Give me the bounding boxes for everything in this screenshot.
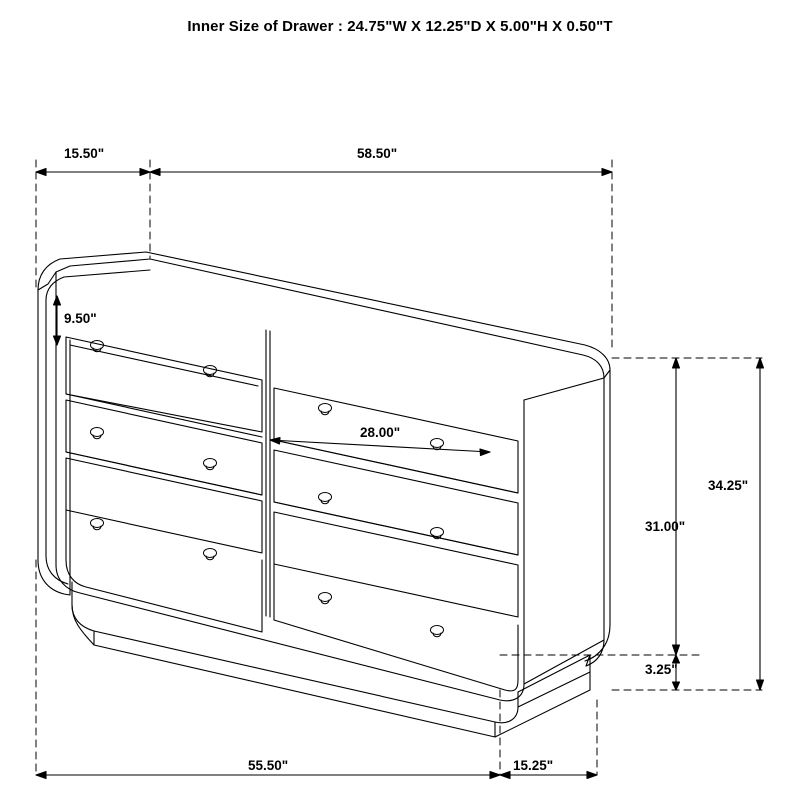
page-title: Inner Size of Drawer : 24.75"W X 12.25"D X 5.00"H X 0.50"T (187, 18, 613, 35)
dim-label-front-width-top: 58.50" (357, 146, 398, 161)
dim-label-base-height: 3.25" (645, 662, 678, 677)
dim-label-overall-height: 34.25" (708, 478, 749, 493)
dim-label-case-height: 31.00" (645, 519, 686, 534)
dim-label-top-drawer-height: 9.50" (64, 311, 97, 326)
dim-label-drawer-width: 28.00" (360, 425, 401, 440)
dim-label-base-width: 55.50" (248, 758, 289, 773)
dim-label-base-depth: 15.25" (513, 758, 554, 773)
dim-label-side-depth-top: 15.50" (64, 146, 105, 161)
